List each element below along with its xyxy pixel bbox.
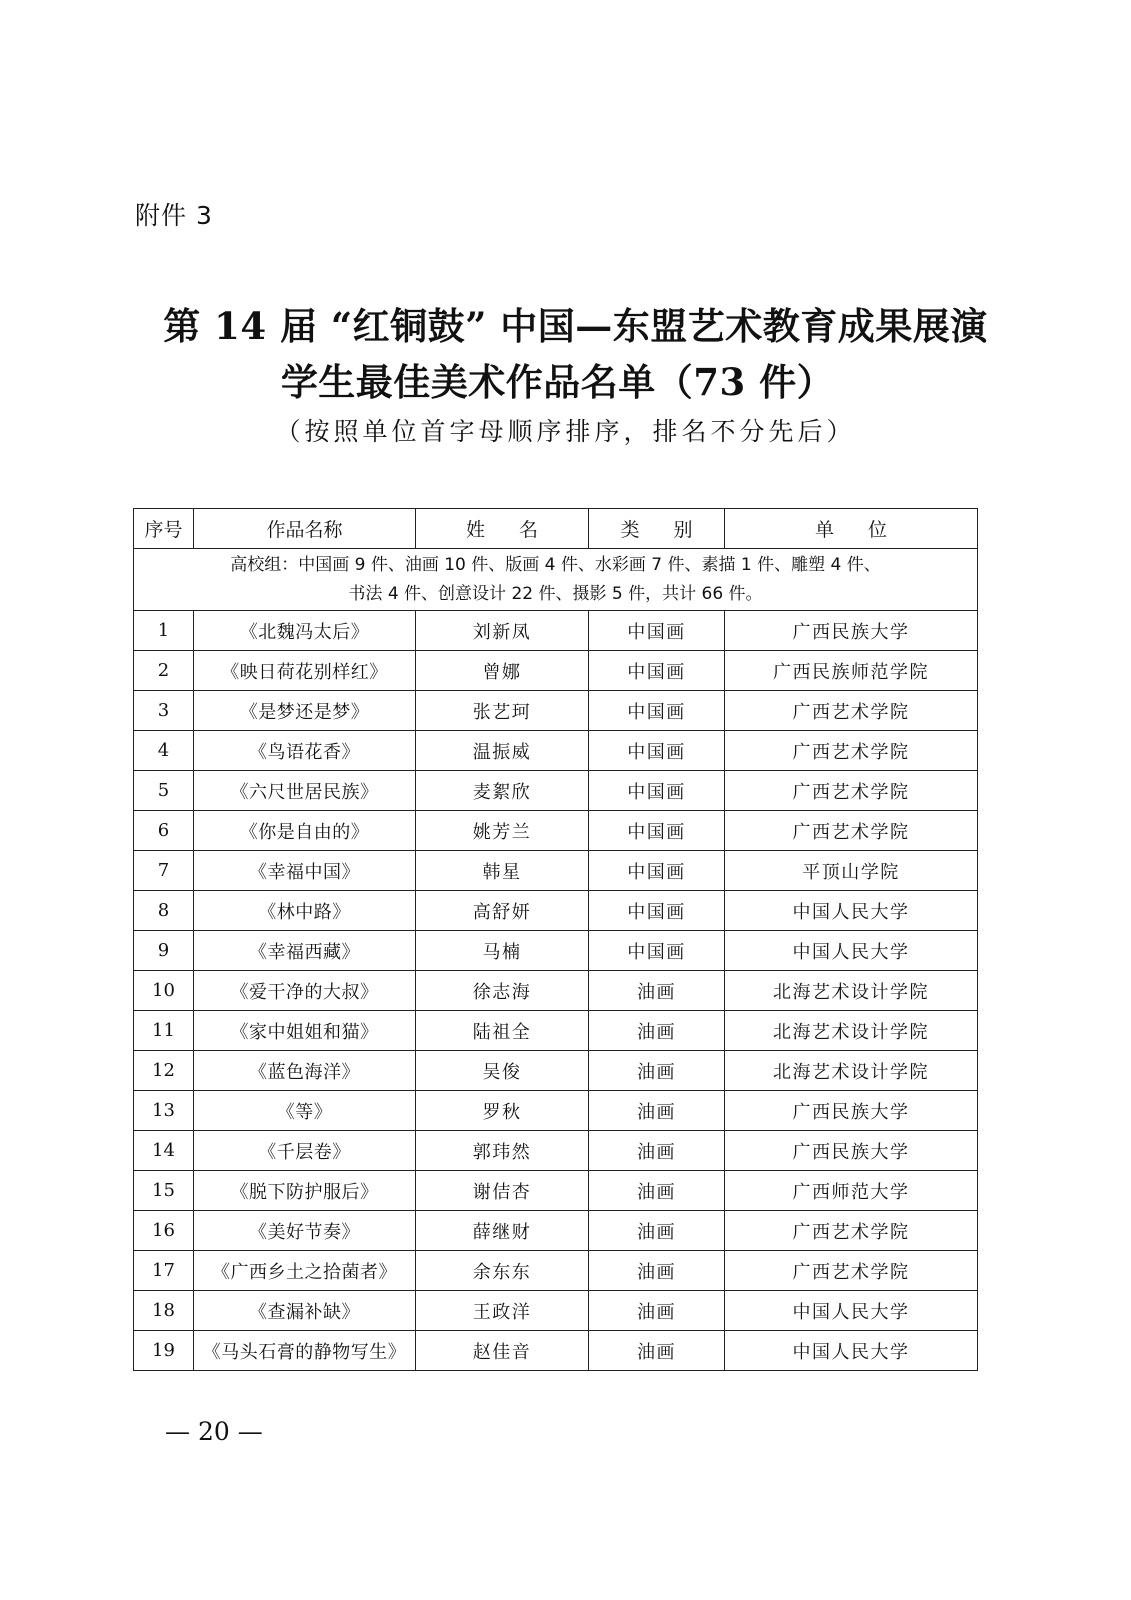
header-serial: 序号 (134, 509, 194, 549)
serial-cell: 4 (134, 731, 194, 771)
group-summary-line-2: 书法 4 件、创意设计 22 件、摄影 5 件，共计 66 件。 (348, 583, 763, 604)
unit-cell: 中国人民大学 (725, 931, 978, 971)
unit-cell: 中国人民大学 (725, 891, 978, 931)
table-header-row (134, 509, 978, 549)
serial-cell: 15 (134, 1171, 194, 1211)
unit-cell: 广西民族师范学院 (725, 651, 978, 691)
author-cell: 刘新凤 (416, 611, 589, 651)
work-title-cell: 《美好节奏》 (194, 1211, 416, 1251)
unit-cell: 广西艺术学院 (725, 1211, 978, 1251)
work-title-cell: 《爱干净的大叔》 (194, 971, 416, 1011)
header-unit: 单 位 (725, 509, 978, 549)
work-title-cell: 《你是自由的》 (194, 811, 416, 851)
unit-cell: 中国人民大学 (725, 1291, 978, 1331)
table-row (134, 731, 978, 771)
table-row (134, 931, 978, 971)
unit-cell: 广西艺术学院 (725, 771, 978, 811)
unit-cell: 北海艺术设计学院 (725, 971, 978, 1011)
unit-cell: 广西师范大学 (725, 1171, 978, 1211)
unit-cell: 广西艺术学院 (725, 691, 978, 731)
category-cell: 中国画 (589, 851, 725, 891)
serial-cell: 16 (134, 1211, 194, 1251)
work-title-cell: 《千层卷》 (194, 1131, 416, 1171)
table-row (134, 771, 978, 811)
document-title-line-1: 第 14 届 “红铜鼓” 中国—东盟艺术教育成果展演 (163, 304, 988, 348)
category-cell: 油画 (589, 1211, 725, 1251)
serial-cell: 7 (134, 851, 194, 891)
category-cell: 油画 (589, 1291, 725, 1331)
page-number: — 20 — (165, 1417, 263, 1446)
header-name: 姓 名 (416, 509, 589, 549)
author-cell: 郭玮然 (416, 1131, 589, 1171)
category-cell: 中国画 (589, 811, 725, 851)
category-cell: 中国画 (589, 891, 725, 931)
table-row (134, 1211, 978, 1251)
table-row (134, 1091, 978, 1131)
work-title-cell: 《查漏补缺》 (194, 1291, 416, 1331)
award-list-table (133, 508, 978, 1371)
work-title-cell: 《等》 (194, 1091, 416, 1131)
category-cell: 中国画 (589, 731, 725, 771)
serial-cell: 12 (134, 1051, 194, 1091)
group-summary-line-1: 高校组：中国画 9 件、油画 10 件、版画 4 件、水彩画 7 件、素描 1 件、雕塑 4 件、 (230, 554, 881, 575)
category-cell: 油画 (589, 1171, 725, 1211)
unit-cell: 平顶山学院 (725, 851, 978, 891)
unit-cell: 北海艺术设计学院 (725, 1011, 978, 1051)
table-row (134, 1251, 978, 1291)
table-row (134, 1131, 978, 1171)
category-cell: 中国画 (589, 691, 725, 731)
author-cell: 张艺珂 (416, 691, 589, 731)
serial-cell: 1 (134, 611, 194, 651)
serial-cell: 11 (134, 1011, 194, 1051)
serial-cell: 13 (134, 1091, 194, 1131)
unit-cell: 广西民族大学 (725, 1091, 978, 1131)
table-row (134, 891, 978, 931)
unit-cell: 广西艺术学院 (725, 731, 978, 771)
table-row (134, 811, 978, 851)
serial-cell: 14 (134, 1131, 194, 1171)
serial-cell: 10 (134, 971, 194, 1011)
serial-cell: 8 (134, 891, 194, 931)
group-summary (134, 549, 978, 611)
group-summary-row (134, 549, 978, 611)
work-title-cell: 《幸福西藏》 (194, 931, 416, 971)
table-row (134, 651, 978, 691)
unit-cell: 北海艺术设计学院 (725, 1051, 978, 1091)
category-cell: 中国画 (589, 611, 725, 651)
table-row (134, 1051, 978, 1091)
author-cell: 余东东 (416, 1251, 589, 1291)
unit-cell: 广西民族大学 (725, 611, 978, 651)
work-title-cell: 《马头石膏的静物写生》 (194, 1331, 416, 1371)
work-title-cell: 《蓝色海洋》 (194, 1051, 416, 1091)
serial-cell: 17 (134, 1251, 194, 1291)
work-title-cell: 《六尺世居民族》 (194, 771, 416, 811)
serial-cell: 19 (134, 1331, 194, 1371)
work-title-cell: 《北魏冯太后》 (194, 611, 416, 651)
author-cell: 吴俊 (416, 1051, 589, 1091)
category-cell: 中国画 (589, 771, 725, 811)
work-title-cell: 《幸福中国》 (194, 851, 416, 891)
attachment-label: 附件 3 (135, 201, 213, 230)
author-cell: 王政洋 (416, 1291, 589, 1331)
author-cell: 麦絮欣 (416, 771, 589, 811)
unit-cell: 广西艺术学院 (725, 811, 978, 851)
serial-cell: 5 (134, 771, 194, 811)
document-subtitle: （按照单位首字母顺序排序，排名不分先后） (275, 417, 856, 446)
work-title-cell: 《脱下防护服后》 (194, 1171, 416, 1211)
category-cell: 中国画 (589, 931, 725, 971)
serial-cell: 18 (134, 1291, 194, 1331)
table-row (134, 1291, 978, 1331)
serial-cell: 9 (134, 931, 194, 971)
table-row (134, 1171, 978, 1211)
author-cell: 谢佶杏 (416, 1171, 589, 1211)
category-cell: 油画 (589, 1131, 725, 1171)
category-cell: 油画 (589, 1331, 725, 1371)
table-body (134, 611, 978, 1371)
work-title-cell: 《家中姐姐和猫》 (194, 1011, 416, 1051)
serial-cell: 2 (134, 651, 194, 691)
author-cell: 曾娜 (416, 651, 589, 691)
author-cell: 高舒妍 (416, 891, 589, 931)
author-cell: 薛继财 (416, 1211, 589, 1251)
table-row (134, 1331, 978, 1371)
work-title-cell: 《广西乡土之拾菌者》 (194, 1251, 416, 1291)
category-cell: 油画 (589, 1051, 725, 1091)
author-cell: 陆祖全 (416, 1011, 589, 1051)
unit-cell: 广西民族大学 (725, 1131, 978, 1171)
unit-cell: 广西艺术学院 (725, 1251, 978, 1291)
serial-cell: 6 (134, 811, 194, 851)
category-cell: 油画 (589, 1251, 725, 1291)
author-cell: 马楠 (416, 931, 589, 971)
work-title-cell: 《是梦还是梦》 (194, 691, 416, 731)
category-cell: 油画 (589, 971, 725, 1011)
work-title-cell: 《鸟语花香》 (194, 731, 416, 771)
header-work-title: 作品名称 (194, 509, 416, 549)
author-cell: 罗秋 (416, 1091, 589, 1131)
table-row (134, 971, 978, 1011)
serial-cell: 3 (134, 691, 194, 731)
author-cell: 赵佳音 (416, 1331, 589, 1371)
category-cell: 油画 (589, 1091, 725, 1131)
category-cell: 中国画 (589, 651, 725, 691)
header-category: 类 别 (589, 509, 725, 549)
author-cell: 温振威 (416, 731, 589, 771)
document-title-line-2: 学生最佳美术作品名单（73 件） (280, 360, 835, 404)
category-cell: 油画 (589, 1011, 725, 1051)
table-row (134, 691, 978, 731)
table-row (134, 611, 978, 651)
table-row (134, 851, 978, 891)
table-row (134, 1011, 978, 1051)
unit-cell: 中国人民大学 (725, 1331, 978, 1371)
work-title-cell: 《映日荷花别样红》 (194, 651, 416, 691)
author-cell: 徐志海 (416, 971, 589, 1011)
author-cell: 姚芳兰 (416, 811, 589, 851)
work-title-cell: 《林中路》 (194, 891, 416, 931)
author-cell: 韩星 (416, 851, 589, 891)
